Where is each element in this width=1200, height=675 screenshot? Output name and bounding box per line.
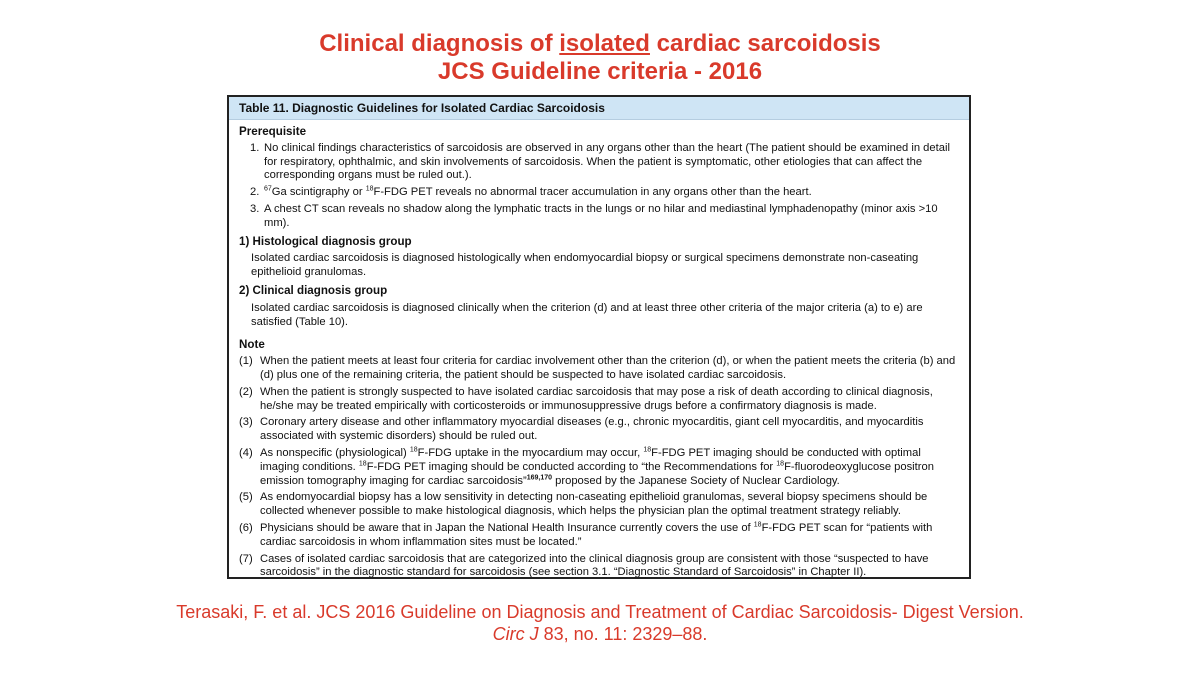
table-header: Table 11. Diagnostic Guidelines for Isolated Cardiac Sarcoidosis	[229, 97, 969, 120]
item-number: (4)	[239, 446, 253, 459]
item-number: (3)	[239, 416, 253, 429]
text-fragment: F-FDG PET imaging should be conducted according to “the Recommendations for	[366, 460, 777, 473]
note-item	[239, 416, 957, 444]
citation	[0, 601, 1200, 645]
note-item	[239, 491, 957, 519]
item-number: (1)	[239, 355, 253, 368]
superscript: 18	[409, 446, 418, 454]
note-item	[239, 553, 957, 579]
item-number: (6)	[239, 521, 253, 534]
journal-name: Circ J	[492, 624, 539, 644]
citation-line-2	[0, 623, 1200, 645]
text-fragment: F-FDG PET scan for “patients with cardiac sarcoidosis in whom inflammation sites must be located.”	[260, 521, 933, 548]
text-fragment: Physicians should be aware that in Japan the National Health Insurance currently covers the use of	[260, 521, 754, 534]
note-item	[239, 522, 957, 550]
superscript: 18	[643, 446, 652, 454]
reference-superscript: 169,170	[526, 473, 553, 481]
item-text	[260, 522, 957, 550]
item-number: 1.	[250, 141, 260, 154]
text-fragment: Ga scintigraphy or	[271, 186, 366, 199]
item-text: No clinical findings characteristics of sarcoidosis are observed in any organs other than the heart (The patient should be examined in detail for respiratory, ophthalmic, and skin involvements of sarcoidosis. When the patient is symptomatic, other etiologies that can affect the corresponding organs must be ruled out.).	[264, 141, 950, 182]
superscript: 18	[358, 460, 367, 467]
prerequisite-item	[239, 186, 957, 200]
prerequisite-heading: Prerequisite	[239, 125, 307, 138]
table-body	[229, 120, 969, 579]
histological-heading: 1) Histological diagnosis group	[239, 234, 412, 248]
note-item	[239, 355, 957, 383]
superscript: 18	[365, 185, 374, 193]
histological-text: Isolated cardiac sarcoidosis is diagnosed histologically when endomyocardial biopsy or surgical specimens demonstrate non-caseating epithelioid granulomas.	[251, 252, 919, 279]
clinical-heading: 2) Clinical diagnosis group	[239, 283, 388, 297]
slide-title	[0, 30, 1200, 86]
text-fragment: As nonspecific (physiological)	[260, 446, 410, 459]
item-text: When the patient is strongly suspected to have isolated cardiac sarcoidosis that may pose a risk of death according to clinical diagnosis, he/she may be treated empirically with corticosteroids or immunosuppressive drugs before a confirmatory diagnosis is made.	[260, 385, 933, 412]
guideline-table	[227, 95, 971, 579]
title-underlined-word: isolated	[559, 30, 650, 57]
item-number: (7)	[239, 552, 253, 565]
citation-line-1: Terasaki, F. et al. JCS 2016 Guideline on Diagnosis and Treatment of Cardiac Sarcoidosis- Digest Version.	[176, 602, 1024, 622]
item-number: (2)	[239, 385, 253, 398]
note-item	[239, 386, 957, 414]
item-text: Coronary artery disease and other inflammatory myocardial diseases (e.g., chronic myocarditis, giant cell myocarditis, and myocarditis associated with systemic disorders) should be ruled out.	[260, 416, 924, 443]
clinical-text: Isolated cardiac sarcoidosis is diagnosed clinically when the criterion (d) and at least three other criteria of the major criteria (a) to e) are satisfied (Table 10).	[251, 301, 923, 328]
citation-volume: 83, no. 11: 2329–88.	[538, 624, 708, 644]
item-text: Cases of isolated cardiac sarcoidosis that are categorized into the clinical diagnosis group are consistent with those “suspected to have sarcoidosis” in the diagnostic standard for sarcoidosis (see section 3.1. “Diagnostic Standard of Sarcoidosis” in Chapter II).	[260, 552, 929, 579]
item-text: A chest CT scan reveals no shadow along the lymphatic tracts in the lungs or no hilar and mediastinal lymphadenopathy (minor axis >10 mm).	[264, 202, 940, 229]
text-fragment: proposed by the Japanese Society of Nuclear Cardiology.	[552, 474, 840, 487]
text-fragment: F-FDG PET imaging should be conducted with optimal imaging conditions.	[260, 446, 921, 473]
note-item	[239, 447, 957, 488]
prerequisite-item	[239, 142, 957, 183]
text-fragment: F-fluorodeoxyglucose positron emission tomography imaging for cardiac sarcoidosis”	[260, 460, 934, 487]
item-number: (5)	[239, 491, 253, 504]
superscript: 18	[753, 521, 762, 529]
text-fragment: F-FDG PET reveals no abnormal tracer accumulation in any organs other than the heart.	[373, 186, 812, 199]
note-heading: Note	[239, 338, 265, 352]
title-prefix: Clinical diagnosis of	[319, 30, 560, 57]
title-suffix: cardiac sarcoidosis	[649, 30, 881, 57]
item-text	[260, 447, 957, 488]
item-number: 2.	[250, 186, 260, 199]
item-text: As endomyocardial biopsy has a low sensitivity in detecting non-caseating epithelioid granulomas, several biopsy specimens should be collected whenever possible to make histological diagnosis, which helps the physician plan the optimal treatment strategy reliably.	[260, 491, 928, 518]
title-line-2: JCS Guideline criteria - 2016	[437, 58, 763, 85]
item-number: 3.	[250, 202, 260, 215]
prerequisite-item	[239, 203, 957, 231]
text-fragment: F-FDG uptake in the myocardium may occur,	[417, 446, 644, 459]
item-text	[264, 186, 957, 200]
superscript: 18	[776, 460, 785, 467]
title-line-1	[0, 30, 1200, 58]
superscript: 67	[264, 185, 272, 193]
item-text: When the patient meets at least four criteria for cardiac involvement other than the criterion (d), or when the patient meets the criteria (b) and (d) plus one of the remaining criteria, the patient should be suspected to have isolated cardiac sarcoidosis.	[260, 355, 956, 381]
